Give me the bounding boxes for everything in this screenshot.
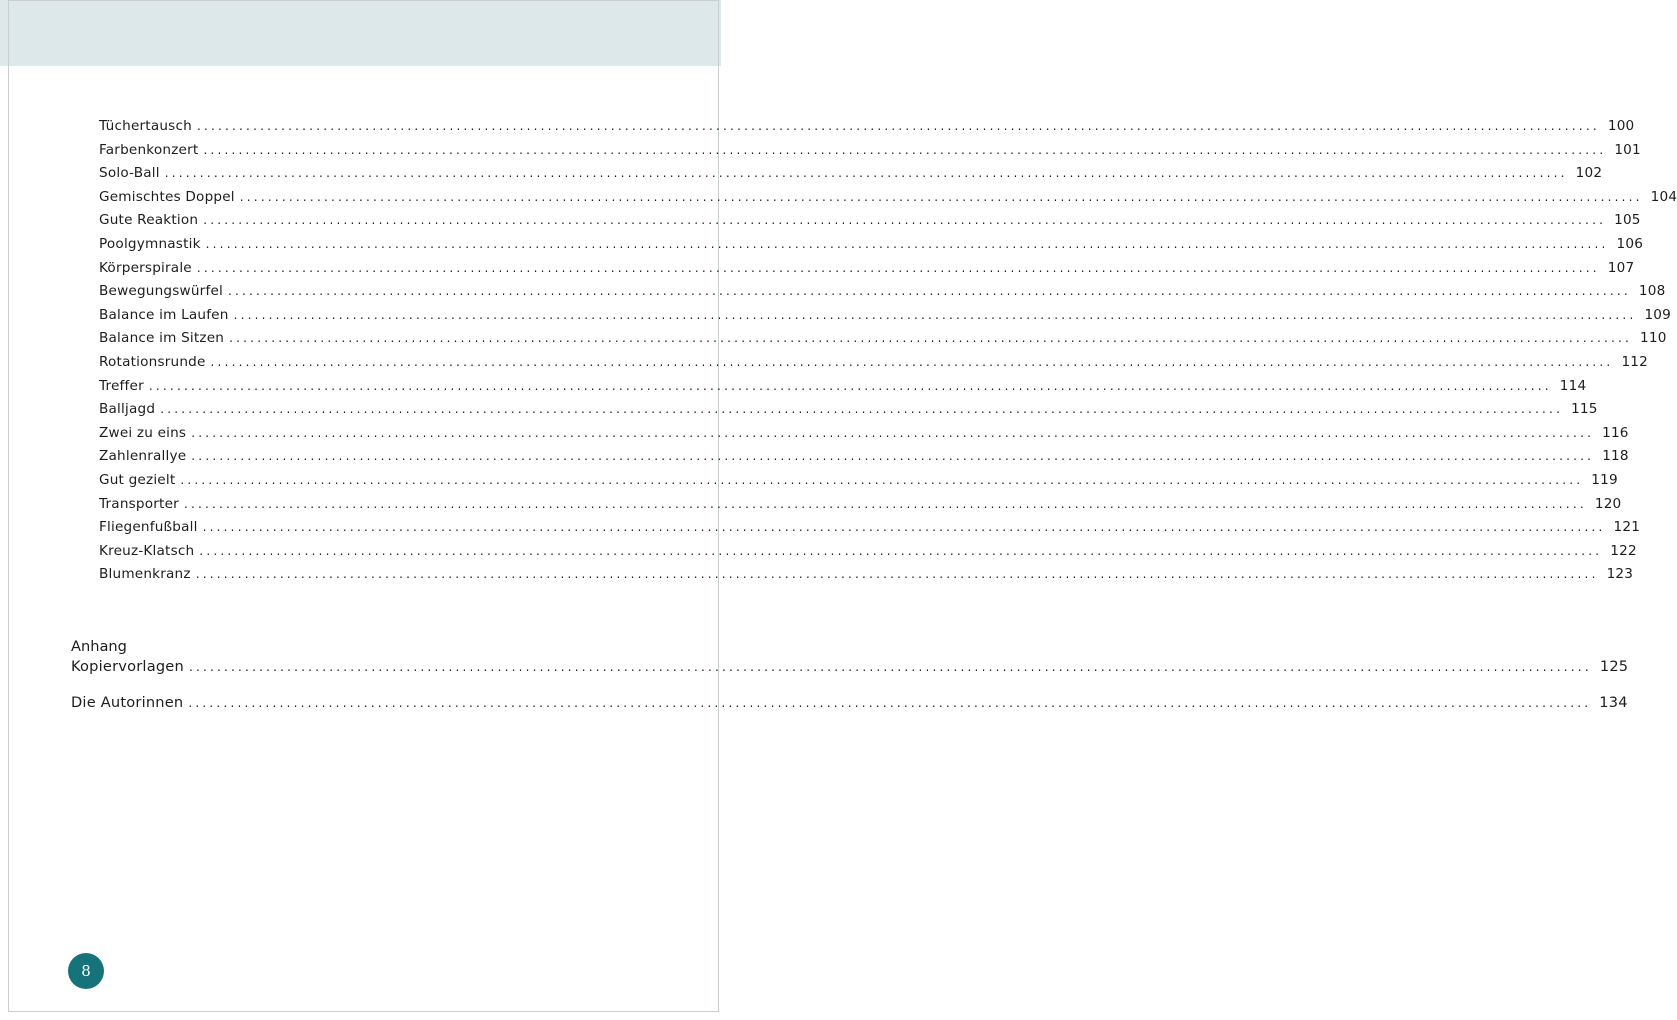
- toc-entry-page: 120: [1594, 495, 1622, 512]
- toc-entry[interactable]: [99, 118, 1635, 142]
- toc-leader-dots: ........................................................................................................................................................................................................: [203, 213, 1607, 228]
- toc-entry-title: Bewegungswürfel: [99, 283, 223, 300]
- toc-entry[interactable]: [99, 330, 1667, 354]
- toc-entry[interactable]: [99, 283, 1666, 307]
- toc-leader-dots: ........................................................................................................................................................................................................: [210, 354, 1614, 369]
- toc-entry[interactable]: [71, 694, 1628, 716]
- toc-entry[interactable]: [99, 401, 1598, 425]
- toc-entry[interactable]: [99, 424, 1629, 449]
- toc-entry-title: Treffer: [99, 377, 144, 394]
- toc-entry-page: 114: [1559, 377, 1587, 394]
- toc-leader-dots: ........................................................................................................................................................................................................: [202, 520, 1606, 535]
- toc-entry-title: Zwei zu eins: [99, 424, 187, 441]
- toc-entry-page: 100: [1607, 118, 1635, 134]
- toc-leader-dots: ........................................................................................................................................................................................................: [205, 236, 1609, 251]
- page-number-badge: 8: [68, 953, 104, 989]
- toc-entry-title: Farbenkonzert: [99, 141, 199, 158]
- toc-entry[interactable]: [71, 658, 1629, 680]
- toc-entry-title: Solo-Ball: [99, 165, 160, 182]
- toc-entry-title: Balance im Laufen: [99, 306, 229, 323]
- toc-entry[interactable]: [99, 141, 1641, 166]
- toc-entry[interactable]: [99, 377, 1587, 402]
- toc-entry-page: 110: [1640, 330, 1667, 347]
- toc-entry-page: 122: [1610, 542, 1637, 559]
- toc-entry[interactable]: [99, 495, 1622, 520]
- toc-entry[interactable]: [99, 566, 1634, 590]
- spacer: [71, 680, 651, 694]
- toc-leader-dots: ........................................................................................................................................................................................................: [180, 472, 1584, 487]
- toc-leader-dots: ........................................................................................................................................................................................................: [196, 260, 1600, 275]
- toc-leader-dots: ........................................................................................................................................................................................................: [188, 696, 1592, 710]
- toc-entry[interactable]: [99, 212, 1641, 236]
- toc-entry-page: 105: [1614, 212, 1641, 229]
- toc-entry-page: 106: [1616, 235, 1644, 252]
- toc-entry-title: Rotationsrunde: [99, 353, 206, 370]
- toc-leader-dots: ........................................................................................................................................................................................................: [195, 567, 1599, 582]
- toc-entry[interactable]: [99, 235, 1644, 260]
- toc-leader-dots: ........................................................................................................................................................................................................: [239, 189, 1643, 204]
- toc-entry-page: 101: [1614, 141, 1641, 158]
- toc-entry[interactable]: [99, 306, 1671, 331]
- toc-entry[interactable]: [99, 519, 1641, 543]
- toc-entry-page: 112: [1621, 353, 1648, 370]
- toc-entry-title: Transporter: [99, 495, 179, 512]
- toc-entry[interactable]: [99, 471, 1618, 496]
- toc-leader-dots: ........................................................................................................................................................................................................: [199, 543, 1603, 558]
- toc-leader-dots: ........................................................................................................................................................................................................: [196, 119, 1600, 133]
- toc-leader-dots: ........................................................................................................................................................................................................: [188, 660, 1592, 674]
- toc-entry[interactable]: [99, 165, 1603, 189]
- toc-leader-dots: ........................................................................................................................................................................................................: [233, 307, 1637, 322]
- toc-leader-dots: ........................................................................................................................................................................................................: [160, 402, 1564, 417]
- toc-entry-title: Gemischtes Doppel: [99, 188, 235, 205]
- toc-entry-title: Gut gezielt: [99, 471, 176, 488]
- toc-entry-title: Kopiervorlagen: [71, 658, 184, 675]
- toc-leader-dots: ........................................................................................................................................................................................................: [164, 166, 1568, 181]
- table-of-contents: [99, 118, 1677, 590]
- toc-leader-dots: ........................................................................................................................................................................................................: [183, 496, 1587, 511]
- toc-entry-title: Balljagd: [99, 401, 156, 418]
- toc-entry-title: Gute Reaktion: [99, 212, 199, 229]
- toc-entry-title: Kreuz-Klatsch: [99, 542, 195, 559]
- toc-entry-title: Körperspirale: [99, 259, 192, 276]
- toc-leader-dots: ........................................................................................................................................................................................................: [228, 284, 1631, 299]
- toc-leader-dots: ........................................................................................................................................................................................................: [191, 425, 1595, 440]
- toc-leader-dots: ........................................................................................................................................................................................................: [148, 378, 1552, 393]
- toc-leader-dots: ........................................................................................................................................................................................................: [229, 331, 1633, 346]
- toc-entry-page: 108: [1638, 283, 1666, 300]
- toc-entry-page: 118: [1602, 448, 1629, 465]
- toc-entry[interactable]: [99, 448, 1629, 472]
- toc-leader-dots: ........................................................................................................................................................................................................: [203, 142, 1607, 157]
- toc-entry-title: Fliegenfußball: [99, 519, 198, 536]
- toc-entry[interactable]: [99, 542, 1637, 567]
- toc-entry-title: Balance im Sitzen: [99, 330, 225, 347]
- appendix-heading: Anhang: [71, 638, 127, 655]
- appendix-section: [71, 636, 1629, 716]
- toc-entry-title: Zahlenrallye: [99, 448, 187, 465]
- toc-entry-title: Tüchertausch: [99, 118, 192, 134]
- toc-entry-page: 134: [1599, 694, 1628, 711]
- toc-entry-page: 115: [1571, 401, 1598, 418]
- toc-entry-title: Poolgymnastik: [99, 235, 201, 252]
- toc-entry-title: Die Autorinnen: [71, 694, 184, 711]
- toc-entry-page: 109: [1644, 306, 1671, 323]
- toc-entry-title: Blumenkranz: [99, 566, 191, 583]
- toc-entry[interactable]: [99, 353, 1648, 378]
- toc-entry[interactable]: [99, 188, 1677, 213]
- toc-entry-page: 107: [1607, 259, 1635, 276]
- toc-entry-page: 125: [1599, 658, 1629, 675]
- toc-entry-page: 121: [1613, 519, 1641, 536]
- toc-entry-page: 102: [1575, 165, 1603, 182]
- toc-entry-page: 123: [1606, 566, 1634, 583]
- toc-entry-page: 116: [1602, 424, 1629, 441]
- toc-leader-dots: ........................................................................................................................................................................................................: [191, 449, 1595, 464]
- toc-entry-page: 119: [1591, 471, 1618, 488]
- toc-entry-page: 104: [1650, 188, 1677, 205]
- toc-entry[interactable]: [99, 259, 1635, 284]
